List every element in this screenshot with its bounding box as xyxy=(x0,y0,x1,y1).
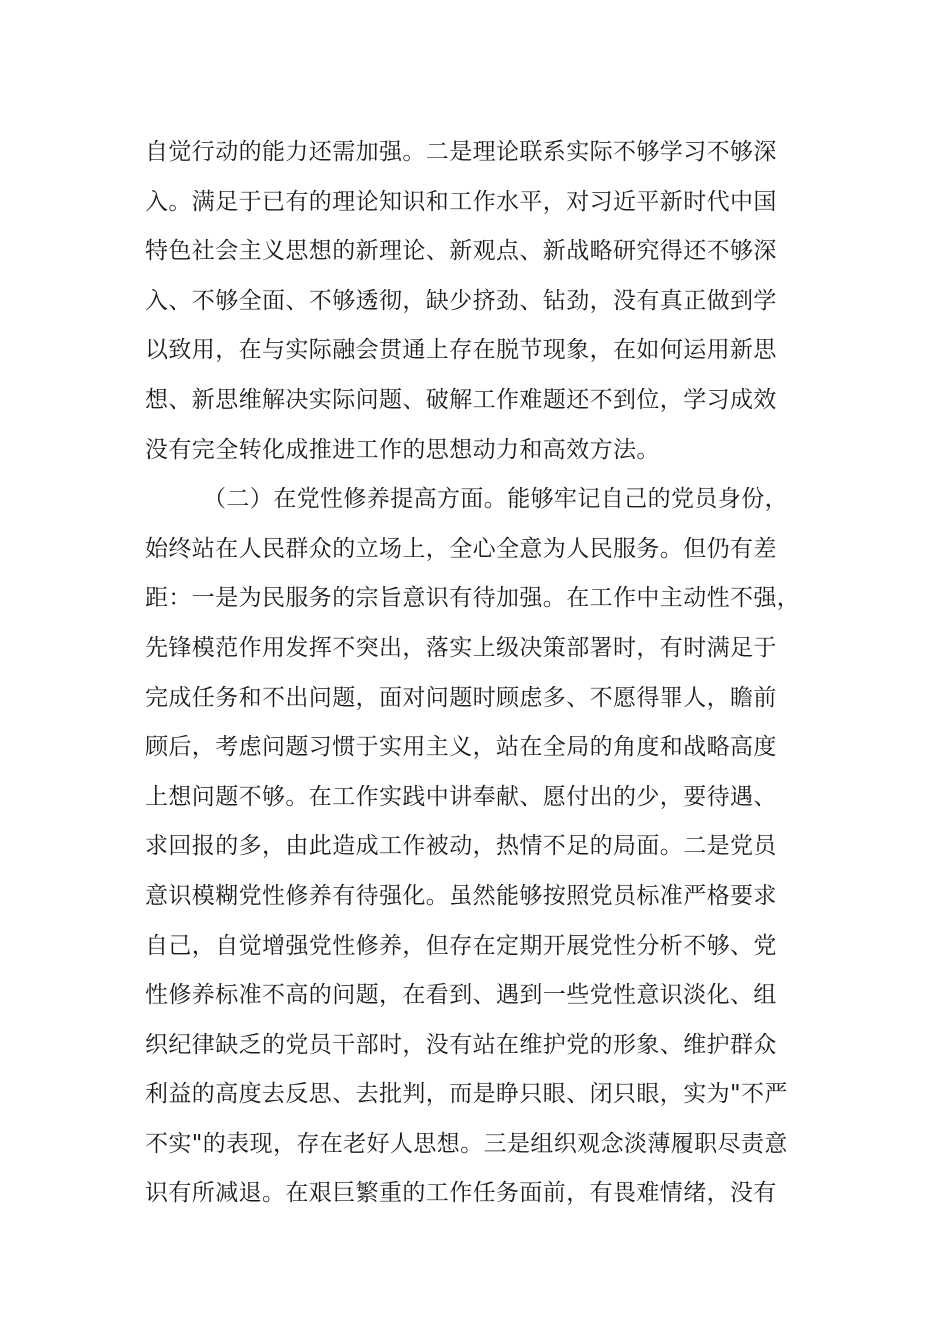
text-line: 先锋模范作用发挥不突出，落实上级决策部署时，有时满足于 xyxy=(145,634,777,661)
text-line: 不实"的表现，存在老好人思想。三是组织观念淡薄履职尽责意 xyxy=(145,1130,788,1157)
text-line: 距：一是为民服务的宗旨意识有待加强。在工作中主动性不强， xyxy=(145,585,801,612)
text-line: 特色社会主义思想的新理论、新观点、新战略研究得还不够深 xyxy=(145,238,777,265)
text-line: 顾后，考虑问题习惯于实用主义，站在全局的角度和战略高度 xyxy=(145,734,777,761)
text-line: 入。满足于已有的理论知识和工作水平，对习近平新时代中国 xyxy=(145,188,777,215)
text-line: 上想问题不够。在工作实践中讲奉献、愿付出的少，要待遇、 xyxy=(145,783,777,810)
text-line: 以致用，在与实际融会贯通上存在脱节现象，在如何运用新思 xyxy=(145,337,777,364)
body-text xyxy=(145,128,845,1219)
text-line: 入、不够全面、不够透彻，缺少挤劲、钻劲，没有真正做到学 xyxy=(145,287,777,314)
text-line: 识有所减退。在艰巨繁重的工作任务面前，有畏难情绪，没有 xyxy=(145,1180,777,1207)
text-line: 自觉行动的能力还需加强。二是理论联系实际不够学习不够深 xyxy=(145,139,777,165)
text-line: 完成任务和不出问题，面对问题时顾虑多、不愿得罪人，瞻前 xyxy=(145,684,777,711)
section-heading-line: （二）在党性修养提高方面。能够牢记自己的党员身份， xyxy=(203,486,788,513)
text-line: 没有完全转化成推进工作的思想动力和高效方法。 xyxy=(145,436,660,463)
text-line: 始终站在人民群众的立场上，全心全意为人民服务。但仍有差 xyxy=(145,535,777,562)
text-line: 利益的高度去反思、去批判，而是睁只眼、闭只眼，实为"不严 xyxy=(145,1081,788,1108)
text-line: 自己，自觉增强党性修养，但存在定期开展党性分析不够、党 xyxy=(145,932,777,959)
text-line: 想、新思维解决实际问题、破解工作难题还不到位，学习成效 xyxy=(145,386,777,413)
text-line: 织纪律缺乏的党员干部时，没有站在维护党的形象、维护群众 xyxy=(145,1031,777,1058)
text-line: 意识模糊党性修养有待强化。虽然能够按照党员标准严格要求 xyxy=(145,882,777,909)
text-line: 性修养标准不高的问题，在看到、遇到一些党性意识淡化、组 xyxy=(145,982,777,1009)
text-line: 求回报的多，由此造成工作被动，热情不足的局面。二是党员 xyxy=(145,833,777,860)
